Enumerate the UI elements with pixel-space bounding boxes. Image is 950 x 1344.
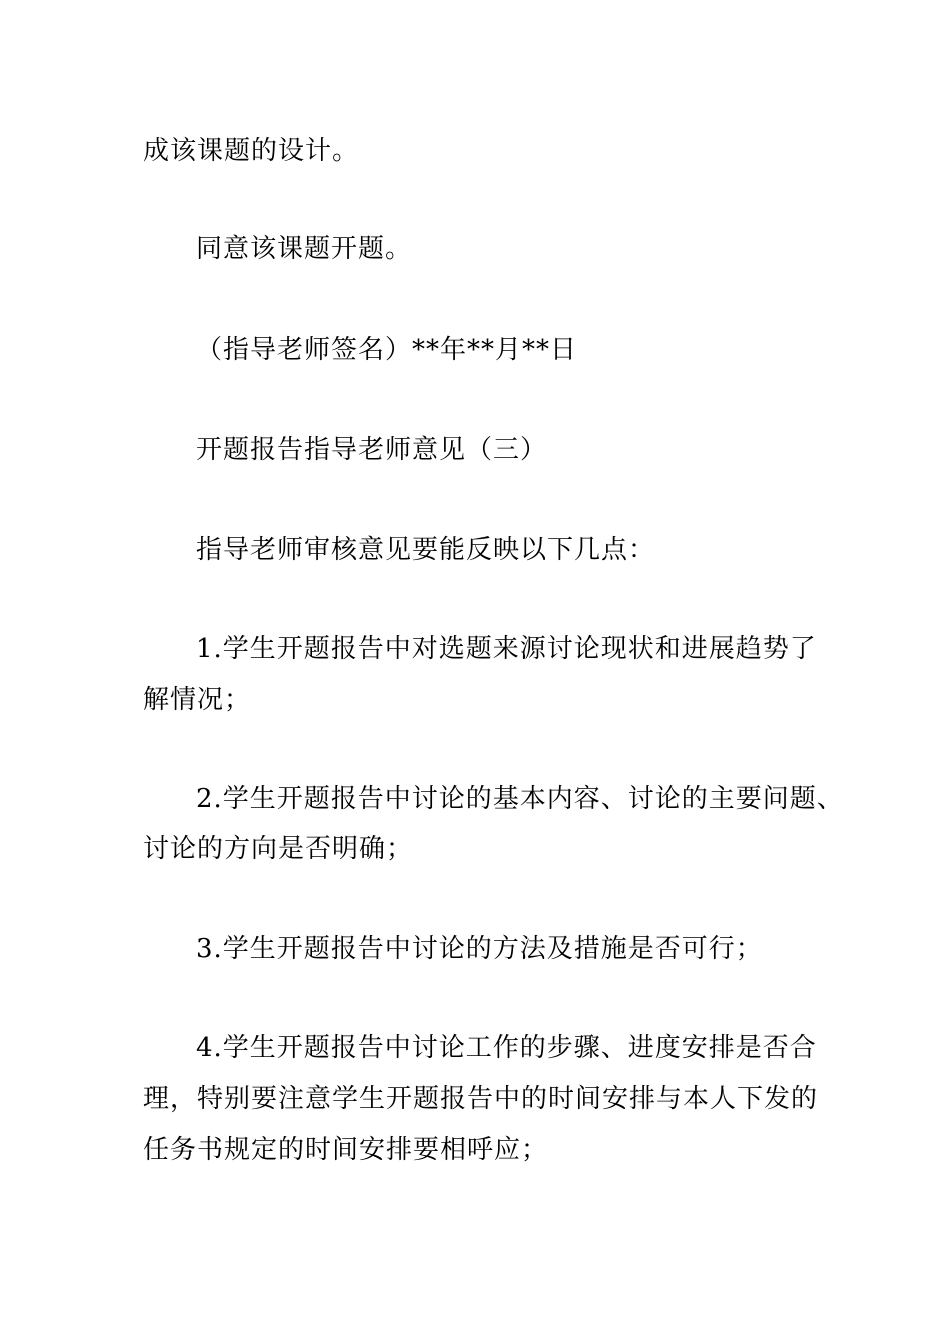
signature-date-line: （指导老师签名）**年**月**日	[196, 335, 578, 365]
section-heading: 开题报告指导老师意见（三）	[196, 435, 548, 465]
list-item-2-line-2: 讨论的方向是否明确；	[143, 834, 414, 864]
list-item-2-line-1: 2.学生开题报告中讨论的基本内容、讨论的主要问题、	[196, 784, 844, 814]
paragraph-continuation: 成该课题的设计。	[143, 136, 360, 166]
list-item-3: 3.学生开题报告中讨论的方法及措施是否可行；	[196, 934, 763, 964]
list-item-1-line-1: 1.学生开题报告中对选题来源讨论现状和进展趋势了	[196, 634, 817, 664]
intro-paragraph: 指导老师审核意见要能反映以下几点：	[196, 535, 656, 565]
list-item-1-line-2: 解情况；	[143, 685, 252, 715]
approval-statement: 同意该课题开题。	[196, 234, 413, 264]
list-item-4-line-1: 4.学生开题报告中讨论工作的步骤、进度安排是否合	[196, 1033, 817, 1063]
list-item-4-line-3: 任务书规定的时间安排要相呼应；	[143, 1135, 549, 1165]
list-item-4-line-2: 理，特别要注意学生开题报告中的时间安排与本人下发的	[143, 1084, 819, 1114]
